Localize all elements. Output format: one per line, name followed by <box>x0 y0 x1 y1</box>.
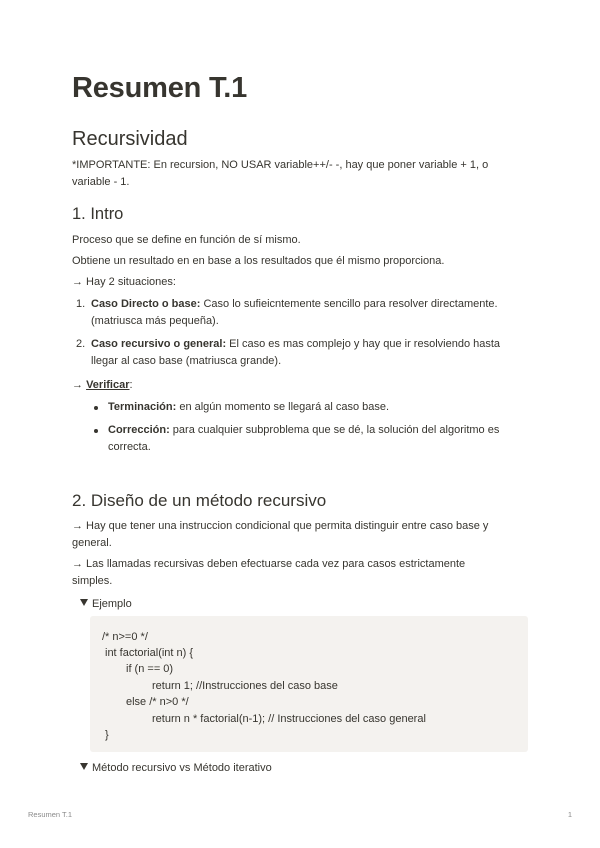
verify-colon: : <box>129 379 133 391</box>
list-item-text: El caso es mas complejo y hay que ir resolviendo hasta <box>226 338 501 350</box>
list-item-caso-directo-cont: (matriusca más pequeña). <box>91 315 219 327</box>
situations-label: → Hay 2 situaciones: <box>72 276 176 288</box>
code-line: return 1; //Instrucciones del caso base <box>152 680 338 692</box>
toggle-recursivo-vs-iterativo[interactable] <box>80 760 272 777</box>
bullet-dot <box>94 406 98 410</box>
intro-heading: 1. Intro <box>72 205 124 223</box>
list-item-bold: Caso Directo o base: <box>91 298 201 310</box>
design-paragraph-2-line1: → Las llamadas recursivas deben efectuarse cada vez para casos estrictamente <box>72 558 466 570</box>
bullet-terminacion <box>108 399 528 416</box>
list-item-bold: Caso recursivo o general: <box>91 338 227 350</box>
toggle-label: Método recursivo vs Método iterativo <box>92 762 272 774</box>
list-number-2: 2. <box>76 338 86 350</box>
code-line: } <box>105 729 109 741</box>
bullet-correccion-cont: correcta. <box>108 441 151 453</box>
toggle-ejemplo[interactable] <box>80 596 132 613</box>
footer-title: Resumen T.1 <box>28 810 73 819</box>
design-paragraph-2-line2: simples. <box>72 575 113 587</box>
intro-paragraph-1: Proceso que se define en función de sí mismo. <box>72 234 301 246</box>
code-line: /* n>=0 */ <box>102 631 148 643</box>
triangle-down-icon[interactable] <box>80 599 88 606</box>
code-block <box>90 616 528 752</box>
code-line: int factorial(int n) { <box>105 647 194 659</box>
list-item-caso-recursivo <box>91 336 528 353</box>
list-item-caso-recursivo-cont: llegar al caso base (matriusca grande). <box>91 355 282 367</box>
arrow-text: → <box>72 379 87 391</box>
design-heading: 2. Diseño de un método recursivo <box>72 491 327 510</box>
document-title: Resumen T.1 <box>72 72 248 104</box>
design-paragraph-1-line1: → Hay que tener una instruccion condicional que permita distinguir entre caso base y <box>72 520 489 532</box>
bullet-text: en algún momento se llegará al caso base. <box>176 401 390 413</box>
important-note-line2: variable - 1. <box>72 176 130 188</box>
bullet-correccion <box>108 422 528 439</box>
bullet-bold: Terminación: <box>108 401 177 413</box>
verify-label: Verificar <box>86 379 130 391</box>
list-item-caso-directo <box>91 296 528 313</box>
section-heading-recursividad: Recursividad <box>72 128 188 150</box>
bullet-text: para cualquier subproblema que se dé, la solución del algoritmo es <box>169 424 500 436</box>
bullet-dot <box>94 429 98 433</box>
list-item-text: Caso lo sufieicntemente sencillo para resolver directamente. <box>200 298 498 310</box>
design-paragraph-1-line2: general. <box>72 537 112 549</box>
code-line: if (n == 0) <box>126 663 174 675</box>
verify-line <box>72 377 528 394</box>
page-number: 1 <box>567 810 572 819</box>
bullet-bold: Corrección: <box>108 424 170 436</box>
list-number-1: 1. <box>76 298 86 310</box>
triangle-down-icon[interactable] <box>80 763 88 770</box>
important-note-line1: *IMPORTANTE: En recursion, NO USAR variable++/- -, hay que poner variable + 1, o <box>72 159 489 171</box>
intro-paragraph-2: Obtiene un resultado en en base a los resultados que él mismo proporciona. <box>72 255 445 267</box>
code-line: return n * factorial(n-1); // Instrucciones del caso general <box>152 713 426 725</box>
toggle-label: Ejemplo <box>92 598 132 610</box>
code-line: else /* n>0 */ <box>126 696 189 708</box>
